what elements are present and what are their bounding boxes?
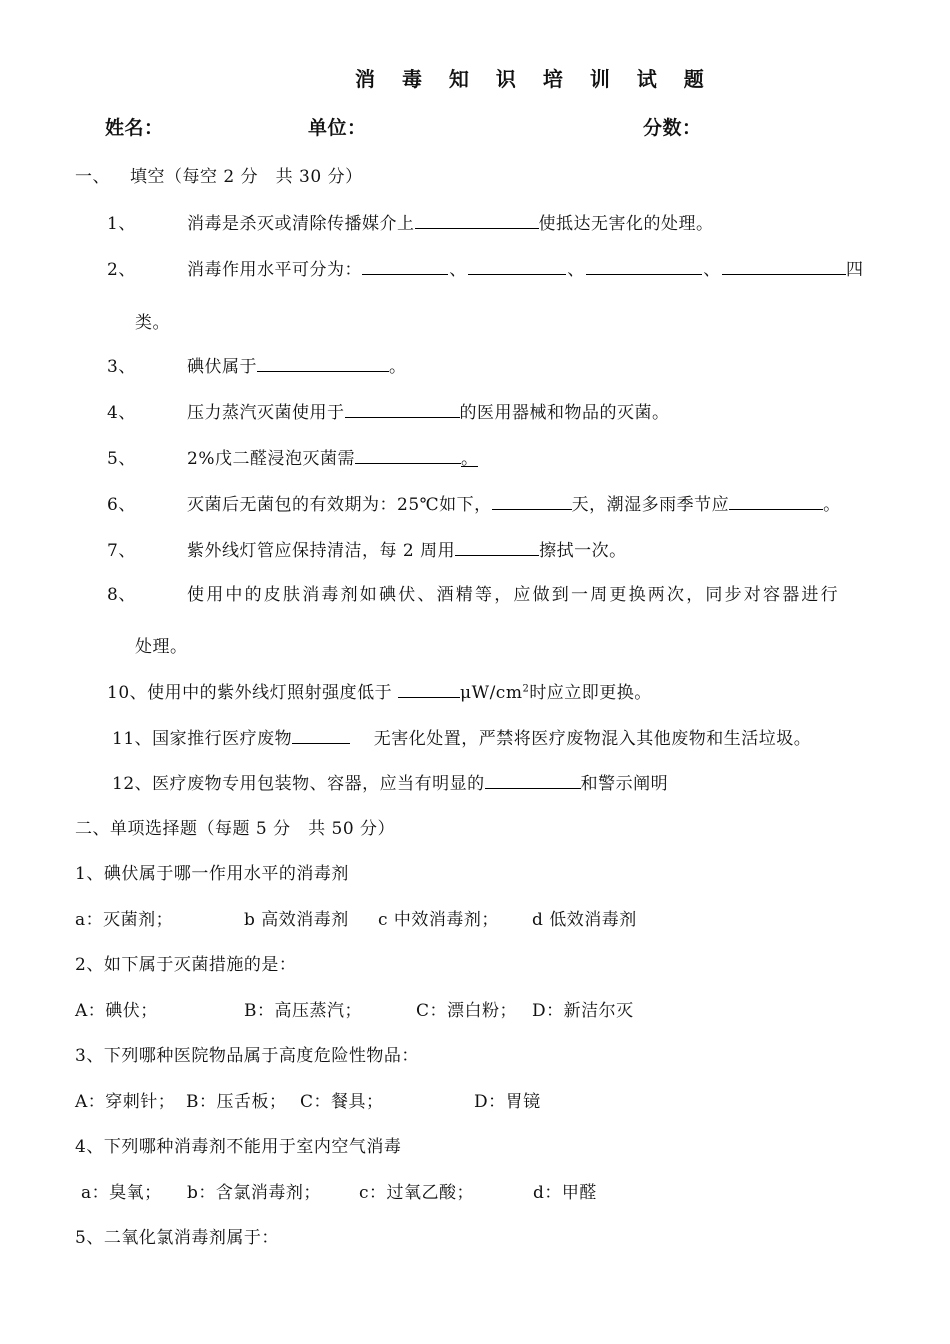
question-text: 碘伏属于 [187,357,257,377]
question-number: 7、 [107,541,136,561]
question-text: 时应立即更换。 [529,683,652,703]
answer-blank[interactable] [729,493,823,510]
option-c: c 中效消毒剂； [378,910,499,930]
question-1-10 [107,681,652,704]
answer-blank[interactable] [292,727,350,744]
answer-blank[interactable] [415,212,539,229]
question-2-5-stem: 5、二氧化氯消毒剂属于： [75,1228,279,1248]
question-1-2-continued: 类。 [135,313,170,333]
answer-blank[interactable] [722,258,846,275]
option-d: d：甲醛 [533,1183,597,1203]
answer-blank[interactable] [345,401,460,418]
option-c: c：过氧乙酸； [359,1183,475,1203]
answer-blank[interactable] [257,355,389,372]
question-text: 的医用器械和物品的灭菌。 [459,403,670,423]
question-text: 擦拭一次。 [539,541,627,561]
separator: 、 [567,260,585,280]
question-text: 10、使用中的紫外线灯照射强度低于 [107,683,393,703]
question-1-1 [107,212,714,235]
page-title: 消 毒 知 识 培 训 试 题 [355,67,714,91]
question-number: 3、 [107,357,136,377]
answer-blank[interactable] [362,258,448,275]
option-a: a：臭氧； [81,1183,162,1203]
question-1-7 [107,539,627,562]
unit-text: μW/cm [460,683,523,703]
question-text: 灭菌后无菌包的有效期为：25℃如下， [187,495,492,515]
section1-heading-text: 填空（每空 2 分 共 30 分） [130,167,363,187]
question-2-1-stem: 1、碘伏属于哪一作用水平的消毒剂 [75,864,349,884]
question-text: 和警示阐明 [580,774,669,794]
answer-blank[interactable] [485,772,581,789]
question-2-3-stem: 3、下列哪种医院物品属于高度危险性物品： [75,1046,419,1066]
question-text: 压力蒸汽灭菌使用于 [187,403,345,423]
question-number: 2、 [107,260,136,280]
question-1-2 [107,258,864,281]
question-1-12 [112,772,668,795]
option-a: A：穿刺针； [75,1092,176,1112]
question-number: 1、 [107,214,136,234]
question-text: 。 [389,357,407,377]
question-number: 8、 [107,585,136,605]
section1-heading-num: 一、 [75,167,110,187]
question-number: 5、 [107,449,136,469]
question-text: 12、医疗废物专用包装物、容器，应当有明显的 [112,774,485,794]
name-label: 姓名： [105,117,164,139]
question-text: 消毒作用水平可分为： [187,260,362,280]
option-d: d 低效消毒剂 [532,910,637,930]
question-text: 使抵达无害化的处理。 [538,214,714,234]
option-b: B：压舌板； [186,1092,287,1112]
question-text: 紫外线灯管应保持清洁，每 2 周用 [187,541,456,561]
question-1-3 [107,355,407,378]
question-1-5 [107,447,478,470]
question-number: 6、 [107,495,136,515]
option-d: D：胃镜 [474,1092,541,1112]
question-text: 2%戊二醛浸泡灭菌需 [187,449,355,469]
answer-blank[interactable] [468,258,566,275]
question-1-6 [107,493,841,516]
answer-blank[interactable] [455,539,539,556]
answer-blank[interactable] [586,258,702,275]
section2-heading: 二、单项选择题（每题 5 分 共 50 分） [75,819,396,839]
option-d: D：新洁尔灭 [532,1001,634,1021]
question-number: 4、 [107,403,136,423]
question-text: 四 [846,260,864,280]
question-text: 消毒是杀灭或清除传播媒介上 [187,214,415,234]
question-2-2-stem: 2、如下属于灭菌措施的是： [75,955,297,975]
option-b: b：含氯消毒剂； [187,1183,321,1203]
question-1-8-continued: 处理。 [135,637,188,657]
option-c: C：漂白粉； [416,1001,518,1021]
answer-blank[interactable] [398,681,460,698]
answer-blank[interactable] [355,447,461,464]
separator: 、 [703,260,721,280]
separator: 、 [449,260,467,280]
question-1-8 [107,584,840,606]
question-text: 使用中的皮肤消毒剂如碘伏、酒精等，应做到一周更换两次，同步对容器进行 [187,585,840,605]
option-b: b 高效消毒剂 [244,910,349,930]
question-text: 11、国家推行医疗废物 [112,729,293,749]
question-text: 无害化处置，严禁将医疗废物混入其他废物和生活垃圾。 [373,729,812,749]
question-text: 天，潮湿多雨季节应 [571,495,730,515]
score-label: 分数： [643,117,702,139]
unit-superscript: 2 [522,683,530,695]
unit-label: 单位： [308,117,367,139]
question-1-11 [112,727,811,750]
answer-blank[interactable] [492,493,572,510]
question-2-4-stem: 4、下列哪种消毒剂不能用于室内空气消毒 [75,1137,402,1157]
question-text: 。 [823,495,841,515]
option-a: a：灭菌剂； [75,910,174,930]
question-1-4 [107,401,670,424]
question-text: 。 [460,449,479,469]
option-b: B：高压蒸汽； [244,1001,362,1021]
section1-heading [75,166,363,188]
option-c: C：餐具； [300,1092,384,1112]
option-a: A：碘伏； [75,1001,158,1021]
